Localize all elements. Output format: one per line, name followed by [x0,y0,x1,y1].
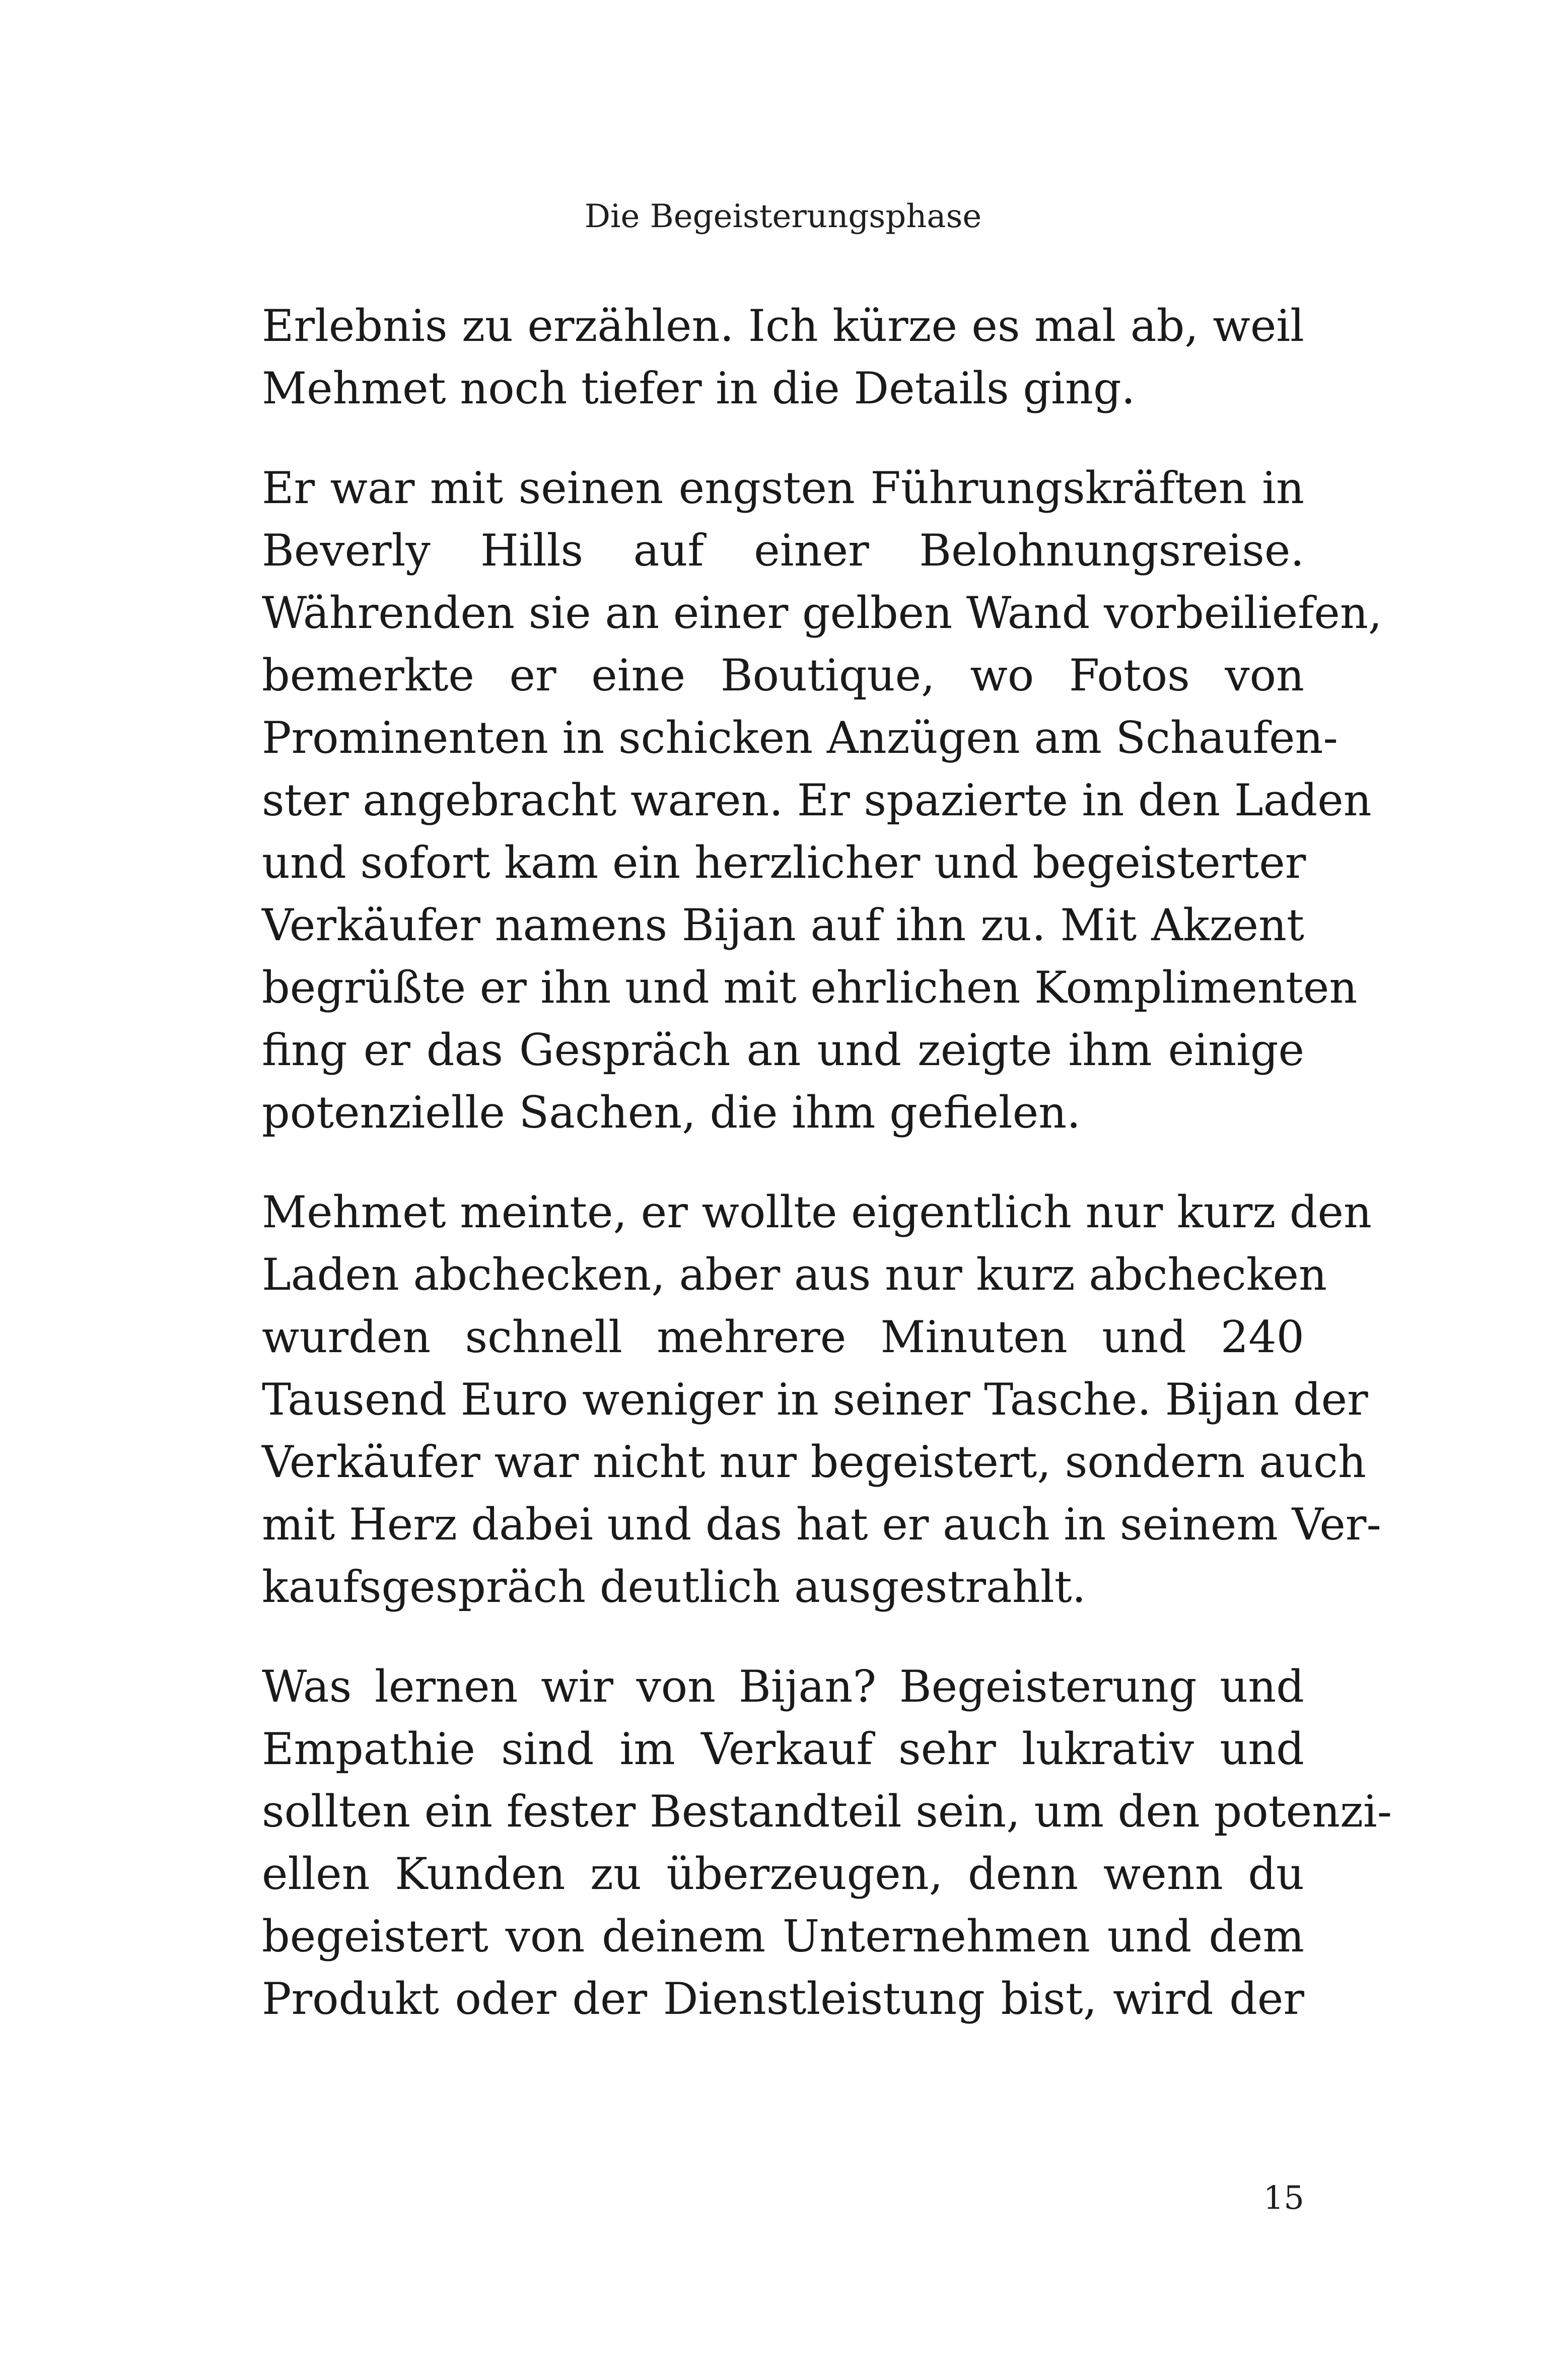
text-line: Er war mit seinen engsten Führungskräften in [262,462,1304,514]
running-header: Die Begeisterungsphase [584,198,982,235]
text-line: Mehmet meinte, er wollte eigentlich nur kurz den [262,1186,1372,1238]
text-line: sollten ein fester Bestandteil sein, um den potenzi- [262,1786,1392,1837]
text-line: potenzielle Sachen, die ihm gefielen. [262,1087,1081,1138]
text-line: Tausend Euro weniger in seiner Tasche. Bijan der [262,1374,1368,1425]
page-number: 15 [1263,2180,1304,2217]
text-line: Beverly Hills auf einer Belohnungsreise. [262,525,1304,576]
text-line: Laden abchecken, aber aus nur kurz abchecken [262,1249,1327,1300]
text-line: und sofort kam ein herzlicher und begeisterter [262,837,1306,888]
text-line: Währenden sie an einer gelben Wand vorbeiliefen, [262,587,1382,639]
text-line: Verkäufer namens Bijan auf ihn zu. Mit Akzent [262,899,1304,951]
paragraph [262,295,1304,419]
text-line: mit Herz dabei und das hat er auch in seinem Ver- [262,1499,1381,1550]
text-line: fing er das Gespräch an und zeigte ihm einige [262,1024,1304,1076]
text-line: Mehmet noch tiefer in die Details ging. [262,363,1136,414]
text-line: Verkäufer war nicht nur begeistert, sondern auch [262,1436,1366,1488]
text-line: Erlebnis zu erzählen. Ich kürze es mal ab, weil [262,300,1304,352]
paragraph [262,457,1382,1144]
text-line: begeistert von deinem Unternehmen und dem [262,1911,1304,1962]
text-line: ellen Kunden zu überzeugen, denn wenn du [262,1848,1304,1900]
text-line: kaufsgespräch deutlich ausgestrahlt. [262,1561,1086,1613]
text-line: ster angebracht waren. Er spazierte in den Laden [262,775,1372,826]
text-line: Prominenten in schicken Anzügen am Schaufen- [262,712,1338,763]
paragraph [262,1181,1381,1618]
text-line: Produkt oder der Dienstleistung bist, wird der [262,1973,1304,2024]
paragraph [262,1655,1392,2030]
text-line: wurden schnell mehrere Minuten und 240 [262,1311,1304,1363]
text-line: Was lernen wir von Bijan? Begeisterung und [262,1661,1304,1712]
text-line: Empathie sind im Verkauf sehr lukrativ und [262,1723,1304,1775]
text-line: bemerkte er eine Boutique, wo Fotos von [262,650,1304,701]
text-line: begrüßte er ihn und mit ehrlichen Komplimenten [262,962,1358,1013]
body-text [262,295,1392,2067]
